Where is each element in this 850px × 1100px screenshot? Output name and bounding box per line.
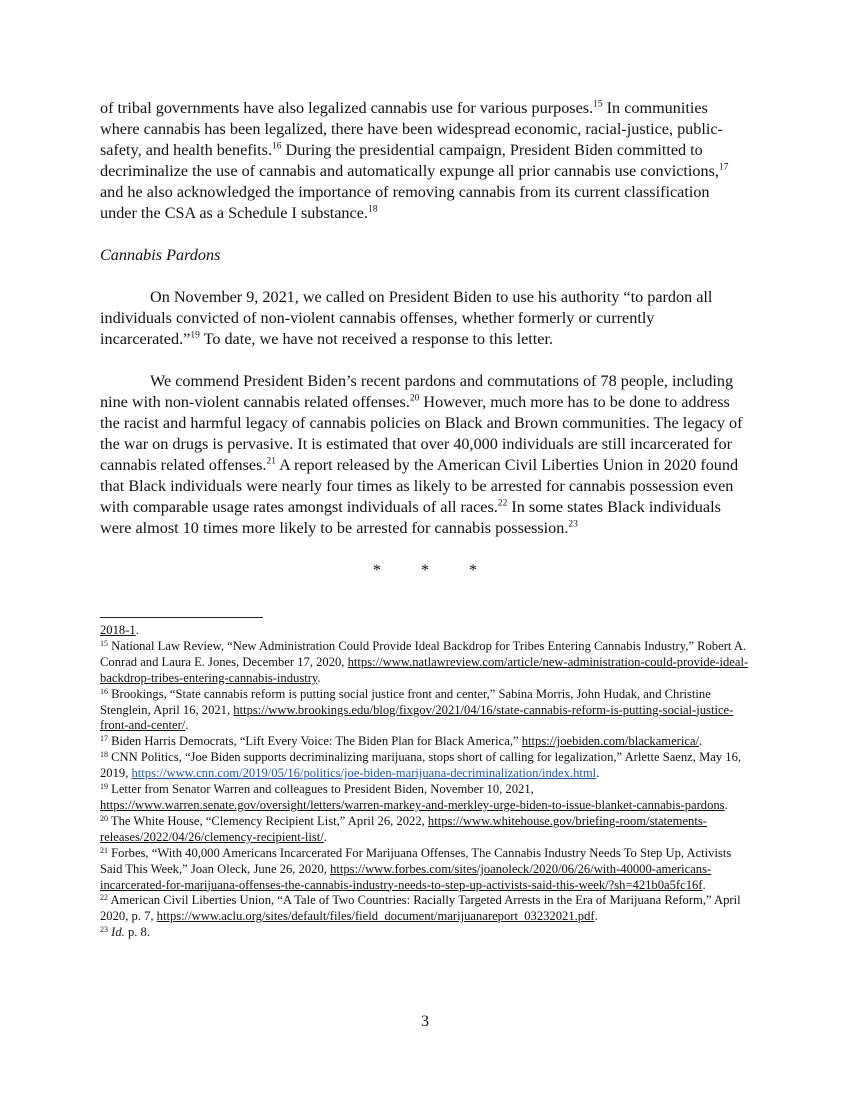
section-heading: Cannabis Pardons bbox=[100, 246, 221, 264]
footnote-link[interactable]: https://www.warren.senate.gov/oversight/letters/warren-markey-and-merkley-urge-biden-to-issue-blanket-cannabis-pardons bbox=[100, 797, 725, 812]
footnote-22: $^{22}$ American Civil Liberties Union, “A Tale of Two Countries: Racially Targeted Arrests in the Era of Marijuana Reform,” April 2020, p. 7, https://www.aclu.org/sites/default/files/field_document/marijuanareport_03232021.pdf. bbox=[100, 893, 741, 924]
footnote-link[interactable]: https://www.whitehouse.gov/briefing-room/statements-releases/2022/04/26/clemency-recipient-list/ bbox=[100, 813, 707, 844]
footnote-ref-19[interactable]: 19 bbox=[190, 330, 200, 341]
footnote-separator bbox=[100, 617, 263, 618]
footnote-ref-17[interactable]: 17 bbox=[718, 162, 729, 173]
footnote-19: $^{19}$ Letter from Senator Warren and colleagues to President Biden, November 10, 2021, https://www.warren.senate.gov/oversight/letters/warren-markey-and-merkley-urge-biden-to-issue-blanket-cannabis-pardons. bbox=[100, 782, 728, 812]
page-number: 3 bbox=[421, 1013, 429, 1030]
footnote-ref-21[interactable]: 21 bbox=[266, 456, 276, 467]
footnote-link[interactable]: https://www.natlawreview.com/article/new-administration-could-provide-ideal-backdrop-tribes-entering-cannabis-industry bbox=[100, 654, 749, 685]
footnote-continuation: 2018-1. bbox=[100, 623, 139, 637]
footnote-link[interactable]: https://joebiden.com/blackamerica/ bbox=[521, 734, 700, 749]
footnote-17: $^{17}$ Biden Harris Democrats, “Lift Every Voice: The Biden Plan for Black America,” https://joebiden.com/blackamerica/. bbox=[100, 734, 703, 749]
paragraph-commend-pardons: We commend President Biden’s recent pardons and commutations of 78 people, including nine with non-violent cannabis related offenses.$^{20}$ However, much more has to be done to address the racist and harmful legacy of cannabis policies on Black and Brown communities. The legacy of the war on drugs is pervasive. It is estimated that over 40,000 individuals are still incarcerated for cannabis related offenses.$^{21}$ A report released by the American Civil Liberties Union in 2020 found that Black individuals were nearly four times as likely to be arrested for cannabis possession even with comparable usage rates amongst individuals of all races.$^{22}$ In some states Black individuals were almost 10 times more likely to be arrested for cannabis possession.$^{23}$ bbox=[100, 372, 743, 537]
footnote-link[interactable]: https://www.aclu.org/sites/default/files/field_document/marijuanareport_03232021.pdf bbox=[156, 909, 595, 924]
footnote-20: $^{20}$ The White House, “Clemency Recipient List,” April 26, 2022, https://www.whitehouse.gov/briefing-room/statements-releases/2022/04/26/clemency-recipient-list/. bbox=[100, 813, 707, 844]
footnote-16: $^{16}$ Brookings, “State cannabis reform is putting social justice front and center,” Sabina Morris, John Hudak, and Christine Stenglein, April 16, 2021, https://www.brookings.edu/blog/fixgov/2021/04/16/state-cannabis-reform-is-putting-social-justice-front-and-center/. bbox=[100, 686, 734, 733]
footnote-ref-23[interactable]: 23 bbox=[568, 519, 578, 530]
footnote-ref-22[interactable]: 22 bbox=[497, 498, 508, 509]
paragraph-tribal-governments: of tribal governments have also legalized cannabis use for various purposes.$^{15}$ In communities where cannabis has been legalized, there have been widespread economic, racial-justice, public-safety, and health benefits.$^{16}$ During the presidential campaign, President Biden committed to decriminalize the use of cannabis and automatically expunge all prior cannabis use convictions,$^{17}$ and he also acknowledged the importance of removing cannabis from its current classification under the CSA as a Schedule I substance.$^{18}$ bbox=[100, 99, 729, 222]
footnote-23: $^{23}$ Id. p. 8. bbox=[100, 925, 150, 940]
footnote-link[interactable]: https://www.forbes.com/sites/joanoleck/2020/06/26/with-40000-americans-incarcerated-for-marijuana-offenses-the-cannabis-industry-needs-to-step-up-activists-said-this-week/?sh=421b0a5fc16f bbox=[100, 861, 712, 892]
footnote-ref-15[interactable]: 15 bbox=[593, 99, 603, 110]
footnote-ref-16[interactable]: 16 bbox=[272, 141, 282, 152]
paragraph-pardon-request: On November 9, 2021, we called on President Biden to use his authority “to pardon all individuals convicted of non-violent cannabis offenses, whether formerly or currently incarcerated.”$^{19}$ To date, we have not received a response to this letter. bbox=[100, 288, 713, 348]
footnote-21: $^{21}$ Forbes, “With 40,000 Americans Incarcerated For Marijuana Offenses, The Cannabis Industry Needs To Step Up, Activists Said This Week,” Joan Oleck, June 26, 2020, https://www.forbes.com/sites/joanoleck/2020/06/26/with-40000-americans-incarcerated-for-marijuana-offenses-the-cannabis-industry-needs-to-step-up-activists-said-this-week/?sh=421b0a5fc16f. bbox=[100, 845, 732, 892]
section-break-stars: * * * bbox=[372, 561, 478, 579]
footnote-ref-20[interactable]: 20 bbox=[409, 393, 420, 404]
footnotes bbox=[100, 623, 750, 941]
footnote-link[interactable]: https://www.brookings.edu/blog/fixgov/2021/04/16/state-cannabis-reform-is-putting-social-justice-front-and-center/ bbox=[100, 702, 734, 733]
body-text bbox=[100, 98, 750, 581]
footnote-link[interactable]: https://www.cnn.com/2019/05/16/politics/joe-biden-marijuana-decriminalization/index.html bbox=[131, 766, 597, 781]
footnote-ref-18[interactable]: 18 bbox=[367, 204, 378, 215]
footnote-15: $^{15}$ National Law Review, “New Administration Could Provide Ideal Backdrop for Tribes Entering Cannabis Industry,” Robert A. Conrad and Laura E. Jones, December 17, 2020, https://www.natlawreview.com/article/new-administration-could-provide-ideal-backdrop-tribes-entering-cannabis-industry. bbox=[100, 638, 749, 685]
footnote-18: $^{18}$ CNN Politics, “Joe Biden supports decriminalizing marijuana, stops short of calling for legalization,” Arlette Saenz, May 16, 2019, https://www.cnn.com/2019/05/16/politics/joe-biden-marijuana-decriminalization/index.html. bbox=[100, 750, 742, 781]
